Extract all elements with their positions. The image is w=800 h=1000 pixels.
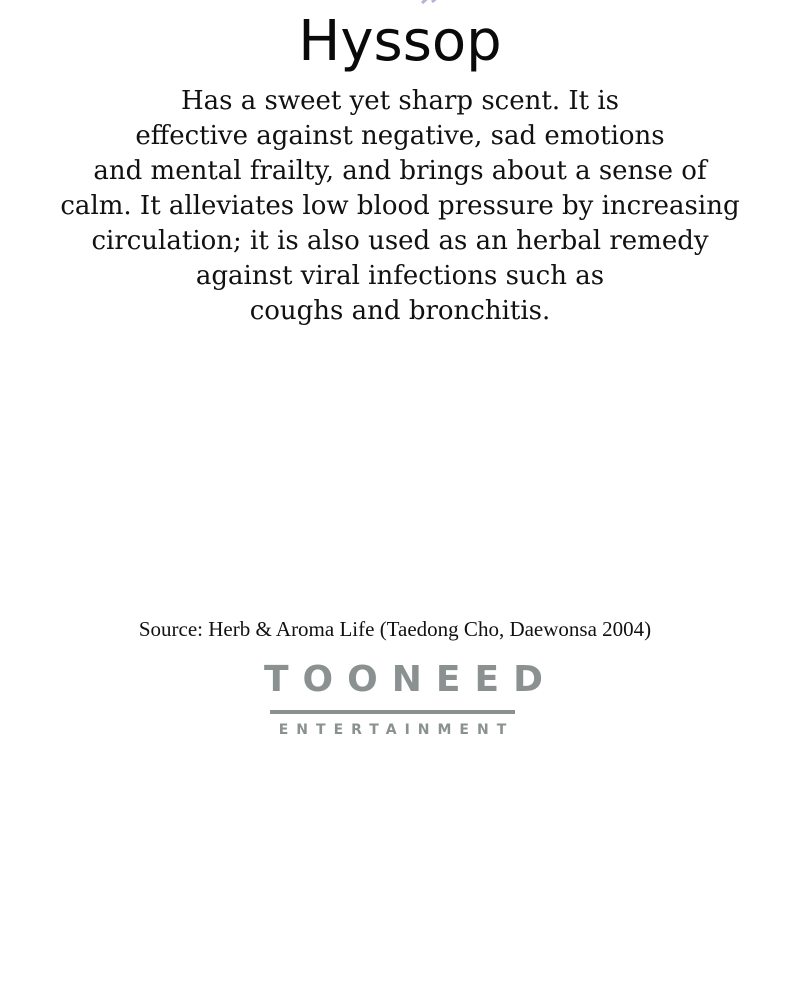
logo-subtitle: ENTERTAINMENT <box>278 722 515 738</box>
logo-divider <box>270 710 515 714</box>
description-line: and mental frailty, and brings about a sense of <box>93 156 707 186</box>
description-line: coughs and bronchitis. <box>249 296 551 326</box>
herb-description <box>0 84 800 329</box>
description-line: calm. It alleviates low blood pressure by increasing <box>60 191 740 221</box>
description-line: Has a sweet yet sharp scent. It is <box>180 86 619 116</box>
illustration-fragment <box>418 0 448 4</box>
description-line: effective against negative, sad emotions <box>135 121 665 151</box>
description-line: circulation; it is also used as an herbal remedy <box>91 226 709 256</box>
source-citation: Source: Herb & Aroma Life (Taedong Cho, Daewonsa 2004) <box>138 617 652 641</box>
publisher-logo <box>250 659 557 738</box>
page-title: Hyssop <box>298 9 502 74</box>
description-line: against viral infections such as <box>195 261 605 291</box>
logo-wordmark: TOONEED <box>264 659 557 700</box>
